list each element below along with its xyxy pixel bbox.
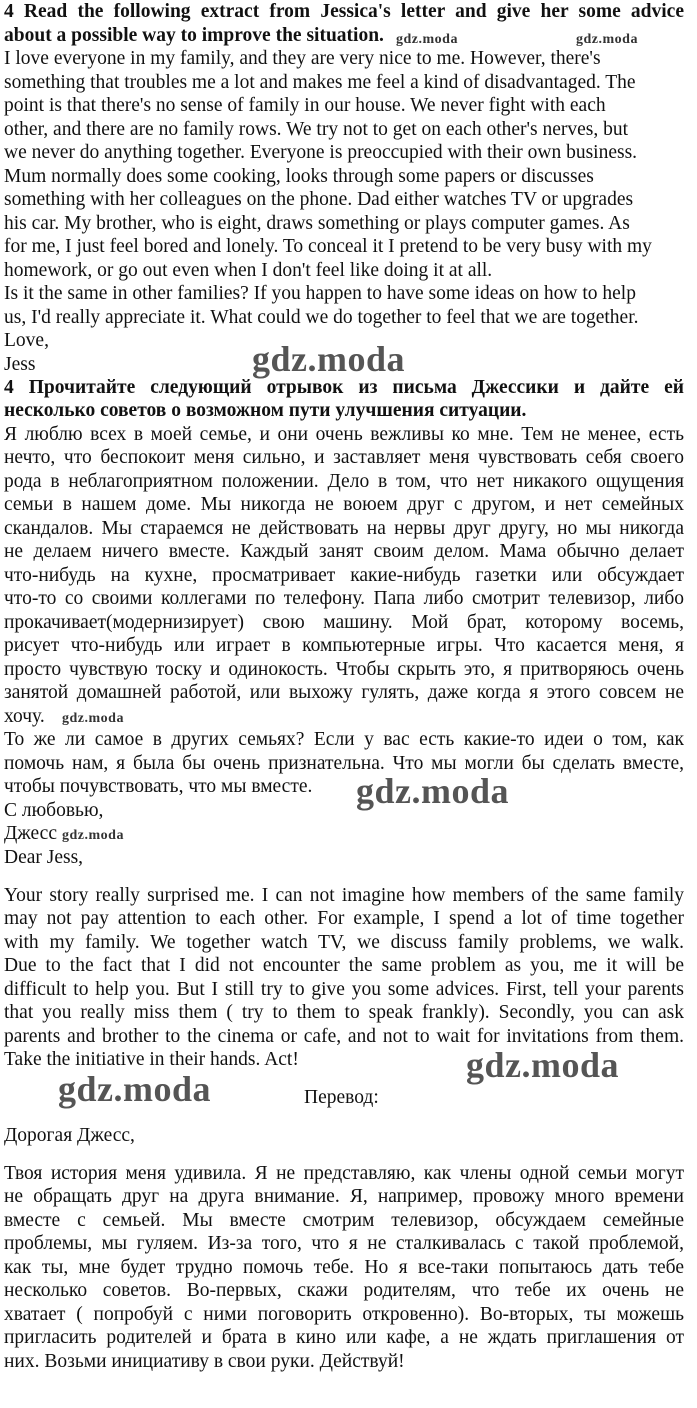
- watermark: gdz.moda: [252, 339, 406, 379]
- watermark: gdz.moda: [396, 32, 458, 47]
- letter-signature-ru: Джесс: [4, 823, 57, 844]
- answer-line: Your story really surprised me. I can not imagine how members of the same family: [4, 885, 684, 906]
- letter-line: something with her colleagues on the phone. Dad either watches TV or upgrades: [4, 189, 634, 210]
- letter-line-ru: То же ли самое в других семьях? Если у вас есть какие-то идеи о том, как: [4, 729, 684, 750]
- watermark: gdz.moda: [58, 1069, 212, 1109]
- answer-line: parents and brother to the cinema or cafe, and not to wait for invitations from them.: [4, 1026, 684, 1047]
- letter-line: Is it the same in other families? If you happen to have some ideas on how to help: [4, 283, 636, 304]
- answer-line-ru: не обращать друг на друга внимание. Я, например, провожу много времени: [4, 1186, 684, 1207]
- letter-closing: Love,: [4, 330, 49, 351]
- watermark: gdz.moda: [466, 1045, 620, 1085]
- letter-line-ru: Я люблю всех в моей семье, и они очень вежливы ко мне. Тем не менее, есть: [4, 424, 684, 445]
- task-heading-ru-1: 4 Прочитайте следующий отрывок из письма Джессики и дайте ей: [4, 377, 684, 398]
- letter-line-ru: нечто, что беспокоит меня сильно, и заставляет меня чувствовать себя своего: [4, 447, 684, 468]
- answer-line-ru: как ты, мне будет трудно помочь тебе. Но я все-таки попытаюсь дать тебе: [4, 1257, 684, 1278]
- answer-line-ru: несколько советов. Во-первых, скажи родителям, что тебе их очень не: [4, 1280, 684, 1301]
- answer-line-ru: Твоя история меня удивила. Я не представляю, как члены одной семьи могут: [4, 1163, 684, 1184]
- answer-line: difficult to help you. But I still try to give you some advices. First, tell your parents: [4, 979, 684, 1000]
- letter-closing-ru: С любовью,: [4, 800, 104, 821]
- letter-signature: Jess: [4, 354, 36, 375]
- letter-line: I love everyone in my family, and they are very nice to me. However, there's: [4, 48, 601, 69]
- watermark: gdz.moda: [576, 32, 638, 47]
- letter-line-ru: чтобы почувствовать, что мы вместе.: [4, 776, 313, 797]
- answer-line: with my family. We together watch TV, we discuss family problems, we walk.: [4, 932, 684, 953]
- answer-greeting: Dear Jess,: [4, 847, 84, 868]
- answer-line-ru: вместе с семьей. Мы вместе смотрим телевизор, обсуждаем семейные: [4, 1210, 684, 1231]
- task-heading-ru-2: несколько советов о возможном пути улучшения ситуации.: [4, 400, 527, 421]
- answer-greeting-ru: Дорогая Джесс,: [4, 1125, 135, 1146]
- task-heading-en-2: about a possible way to improve the situation.: [4, 25, 384, 46]
- answer-line: that you really miss them ( try to them to speak frankly). Secondly, you can ask: [4, 1002, 684, 1023]
- letter-line-ru: рода в неблагоприятном положении. Дело в том, что нет никакого ощущения: [4, 471, 684, 492]
- letter-line: Mum normally does some cooking, looks through some papers or discusses: [4, 166, 594, 187]
- letter-line-ru: хочу.: [4, 706, 45, 727]
- letter-line: something that troubles me a lot and makes me feel a kind of disadvantaged. The: [4, 72, 636, 93]
- letter-line-ru: прокачивает(модернизирует) свою машину. Мой брат, которому восемь,: [4, 612, 684, 633]
- watermark: gdz.moda: [62, 711, 124, 726]
- letter-line-ru: не делаем ничего вместе. Каждый занят своим делом. Мама обычно делает: [4, 541, 684, 562]
- letter-line-ru: занятой домашней работой, или выхожу гулять, даже когда я этого совсем не: [4, 682, 684, 703]
- letter-line-ru: просто чувствую тоску и одинокость. Чтобы скрыть это, я притворяюсь очень: [4, 659, 684, 680]
- answer-line-ru: проблемы, мы гуляем. Из-за того, что я не сталкивалась с такой проблемой,: [4, 1233, 684, 1254]
- answer-line: Due to the fact that I did not encounter the same problem as you, me it will be: [4, 955, 684, 976]
- letter-line: homework, or go out even when I don't feel like doing it at all.: [4, 260, 493, 281]
- letter-line: we never do anything together. Everyone is preoccupied with their own business.: [4, 142, 638, 163]
- watermark: gdz.moda: [356, 771, 510, 811]
- letter-line: point is that there's no sense of family in our house. We never fight with each: [4, 95, 606, 116]
- letter-line: other, and there are no family rows. We try not to get on each other's nerves, but: [4, 119, 629, 140]
- letter-line: his car. My brother, who is eight, draws something or plays computer games. As: [4, 213, 630, 234]
- answer-line: Take the initiative in their hands. Act!: [4, 1049, 299, 1070]
- letter-line-ru: что-то со своими коллегами по телефону. Папа либо смотрит телевизор, либо: [4, 588, 684, 609]
- watermark: gdz.moda: [62, 828, 124, 843]
- letter-line: us, I'd really appreciate it. What could we do together to feel that we are together.: [4, 307, 639, 328]
- letter-line-ru: что-нибудь на кухне, просматривает какие-нибудь газетки или обсуждает: [4, 565, 684, 586]
- letter-line-ru: семьи в нашем доме. Мы никогда не воюем друг с другом, и нет семейных: [4, 494, 684, 515]
- answer-line-ru: пригласить родителей и брата в кино или кафе, а не ждать приглашения от: [4, 1327, 684, 1348]
- answer-line-ru: них. Возьми инициативу в свои руки. Действуй!: [4, 1351, 405, 1372]
- letter-line-ru: скандалов. Мы стараемся не действовать на нервы друг другу, но мы никогда: [4, 518, 684, 539]
- letter-line: for me, I just feel bored and lonely. To conceal it I pretend to be very busy with my: [4, 236, 652, 257]
- translation-label: Перевод:: [304, 1087, 379, 1108]
- task-heading-en-1: 4 Read the following extract from Jessica's letter and give her some advice: [4, 1, 684, 22]
- letter-line-ru: помочь нам, я была бы очень признательна. Что мы могли бы сделать вместе,: [4, 753, 684, 774]
- letter-line-ru: рисует что-нибудь или играет в компьютерные игры. Что касается меня, я: [4, 635, 684, 656]
- answer-line: may not pay attention to each other. For example, I spend a lot of time together: [4, 908, 684, 929]
- answer-line-ru: хватает ( попробуй с ними поговорить откровенно). Во-вторых, ты можешь: [4, 1304, 684, 1325]
